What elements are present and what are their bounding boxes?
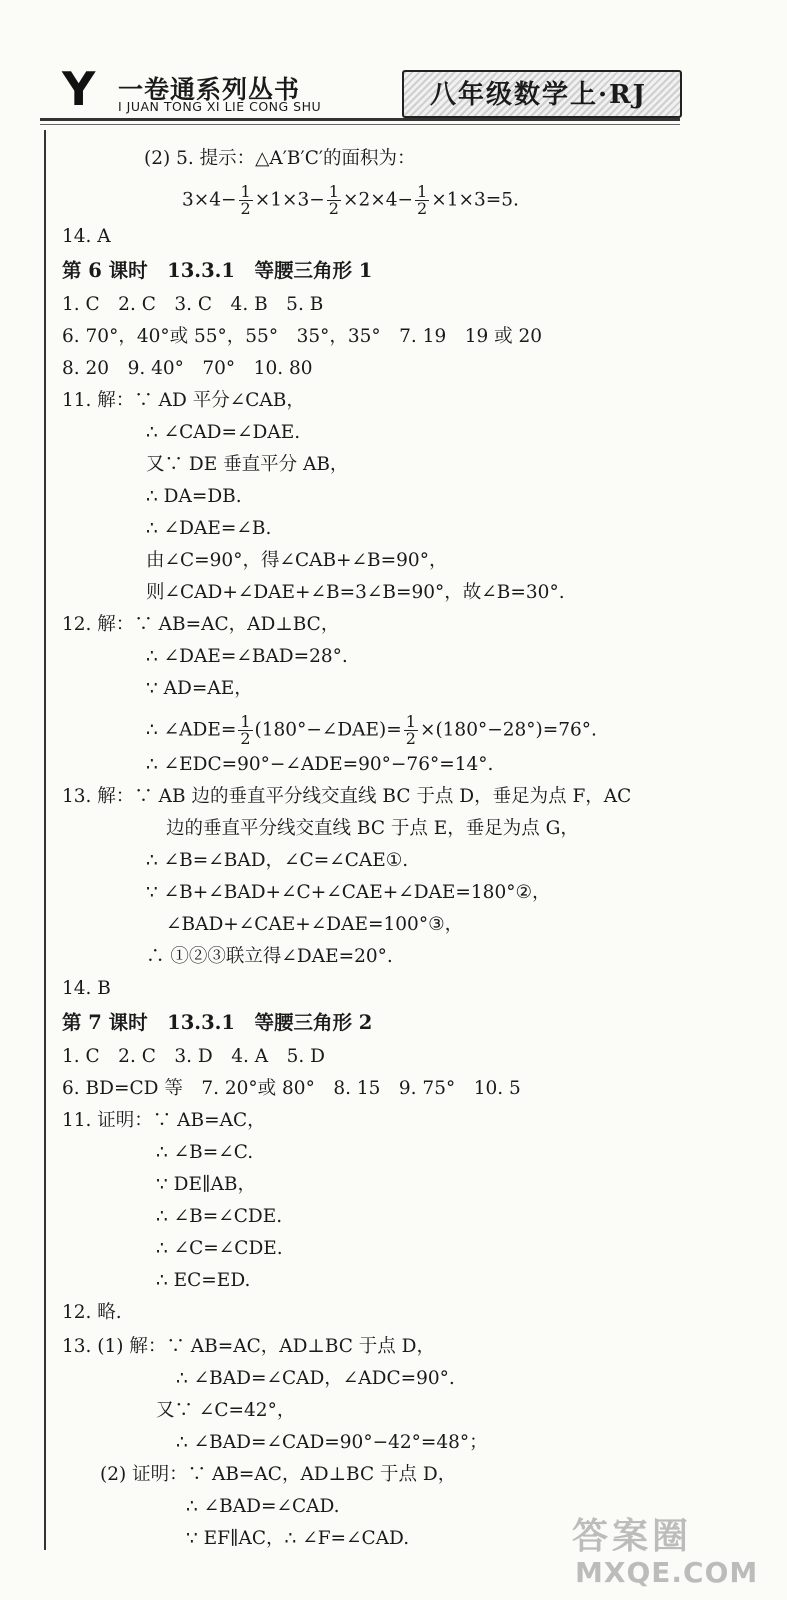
fraction-numerator: 1 [240, 712, 251, 731]
solution-line: 13. 解：∵ AB 边的垂直平分线交直线 BC 于点 D，垂足为点 F，AC [62, 786, 632, 807]
solution-line: ∴ ∠DAE=∠B. [146, 518, 272, 539]
formula-part: ×1×3− [254, 189, 325, 211]
formula-part: ×1×3=5. [431, 189, 519, 211]
proof-line: (2) 证明：∵ AB=AC，AD⊥BC 于点 D， [100, 1464, 457, 1485]
header-rule-thin [40, 124, 680, 125]
solution-line: 又∵ DE 垂直平分 AB， [146, 454, 349, 475]
series-title: 一卷通系列丛书 [118, 75, 301, 104]
fraction-numerator: 1 [405, 712, 416, 731]
grade-label: 八年级数学上·RJ [430, 80, 647, 110]
answer-line: 8. 20 9. 40° 70° 10. 80 [62, 358, 313, 379]
solution-line: ∠BAD+∠CAE+∠DAE=100°③， [166, 914, 464, 935]
solution-line [146, 714, 597, 747]
solution-line: ∴ ①②③联立得∠DAE=20°. [146, 946, 393, 967]
fraction [238, 714, 252, 747]
solution-line: 13. (1) 解：∵ AB=AC，AD⊥BC 于点 D， [62, 1336, 436, 1357]
fraction-numerator: 1 [328, 182, 339, 201]
page-header [0, 0, 787, 118]
answer-line: 1. C 2. C 3. C 4. B 5. B [62, 294, 324, 315]
solution-line: 12. 解：∵ AB=AC，AD⊥BC， [62, 614, 340, 635]
solution-line: ∴ ∠B=∠BAD，∠C=∠CAE①. [146, 850, 409, 871]
series-logo: Y [62, 62, 96, 116]
fraction [404, 714, 418, 747]
solution-line: 11. 解：∵ AD 平分∠CAB， [62, 390, 305, 411]
answer-line: 14. B [62, 978, 111, 999]
solution-line: ∴ ∠CAD=∠DAE. [146, 422, 301, 443]
formula-part: 3×4− [182, 189, 237, 211]
formula-part: ×(180°−28°)=76°. [419, 719, 597, 741]
section-heading: 第 7 课时 13.3.1 等腰三角形 2 [62, 1011, 373, 1034]
section-heading: 第 6 课时 13.3.1 等腰三角形 1 [62, 259, 373, 282]
solution-line: 由∠C=90°，得∠CAB+∠B=90°， [146, 550, 448, 571]
proof-line: ∵ EF∥AC，∴ ∠F=∠CAD. [186, 1528, 410, 1549]
solution-line: ∴ ∠DAE=∠BAD=28°. [146, 646, 348, 667]
fraction-denominator: 2 [240, 729, 251, 748]
solution-line: 则∠CAD+∠DAE+∠B=3∠B=90°，故∠B=30°. [146, 582, 565, 603]
fraction-denominator: 2 [240, 199, 251, 218]
fraction-denominator: 2 [417, 199, 428, 218]
watermark-cn: 答案圈 [572, 1516, 693, 1557]
solution-line: ∴ ∠BAD=∠CAD，∠ADC=90°. [176, 1368, 455, 1389]
formula-part: ×2×4− [342, 189, 414, 211]
fraction [327, 184, 341, 217]
solution-line: ∴ ∠EDC=90°−∠ADE=90°−76°=14°. [146, 754, 494, 775]
formula-part: ∴ ∠ADE= [146, 719, 237, 741]
fraction-denominator: 2 [405, 729, 416, 748]
area-formula [182, 184, 519, 217]
answer-line: 6. 70°，40°或 55°，55° 35°，35° 7. 19 19 或 20 [62, 326, 543, 347]
fraction [239, 184, 253, 217]
margin-line [44, 130, 46, 1550]
solution-line: ∴ DA=DB. [146, 486, 242, 507]
watermark-url: MXQE.COM [575, 1556, 759, 1589]
solution-line: ∵ ∠B+∠BAD+∠C+∠CAE+∠DAE=180°②， [146, 882, 551, 903]
answer-line: 12. 略. [62, 1302, 122, 1323]
text-line: (2) 5. 提示：△A′B′C′的面积为： [144, 148, 416, 169]
solution-line: ∴ ∠BAD=∠CAD=90°−42°=48°； [176, 1432, 488, 1453]
fraction [415, 184, 429, 217]
answer-line: 14. A [62, 226, 111, 247]
answer-line: 1. C 2. C 3. D 4. A 5. D [62, 1046, 325, 1067]
proof-line: ∵ DE∥AB， [156, 1174, 256, 1195]
proof-line: ∴ EC=ED. [156, 1270, 251, 1291]
proof-line: 11. 证明：∵ AB=AC， [62, 1110, 266, 1131]
proof-line: ∴ ∠BAD=∠CAD. [186, 1496, 340, 1517]
proof-line: ∴ ∠C=∠CDE. [156, 1238, 283, 1259]
solution-line: ∵ AD=AE， [146, 678, 253, 699]
proof-line: ∴ ∠B=∠C. [156, 1142, 254, 1163]
header-rule [40, 118, 680, 121]
series-pinyin: I JUAN TONG XI LIE CONG SHU [118, 99, 322, 114]
fraction-numerator: 1 [240, 182, 251, 201]
fraction-numerator: 1 [417, 182, 428, 201]
formula-part: (180°−∠DAE)= [254, 719, 402, 741]
proof-line: ∴ ∠B=∠CDE. [156, 1206, 283, 1227]
solution-line: 边的垂直平分线交直线 BC 于点 E，垂足为点 G， [166, 818, 579, 839]
answer-line: 6. BD=CD 等 7. 20°或 80° 8. 15 9. 75° 10. 5 [62, 1078, 521, 1099]
fraction-denominator: 2 [328, 199, 339, 218]
solution-line: 又∵ ∠C=42°， [156, 1400, 296, 1421]
